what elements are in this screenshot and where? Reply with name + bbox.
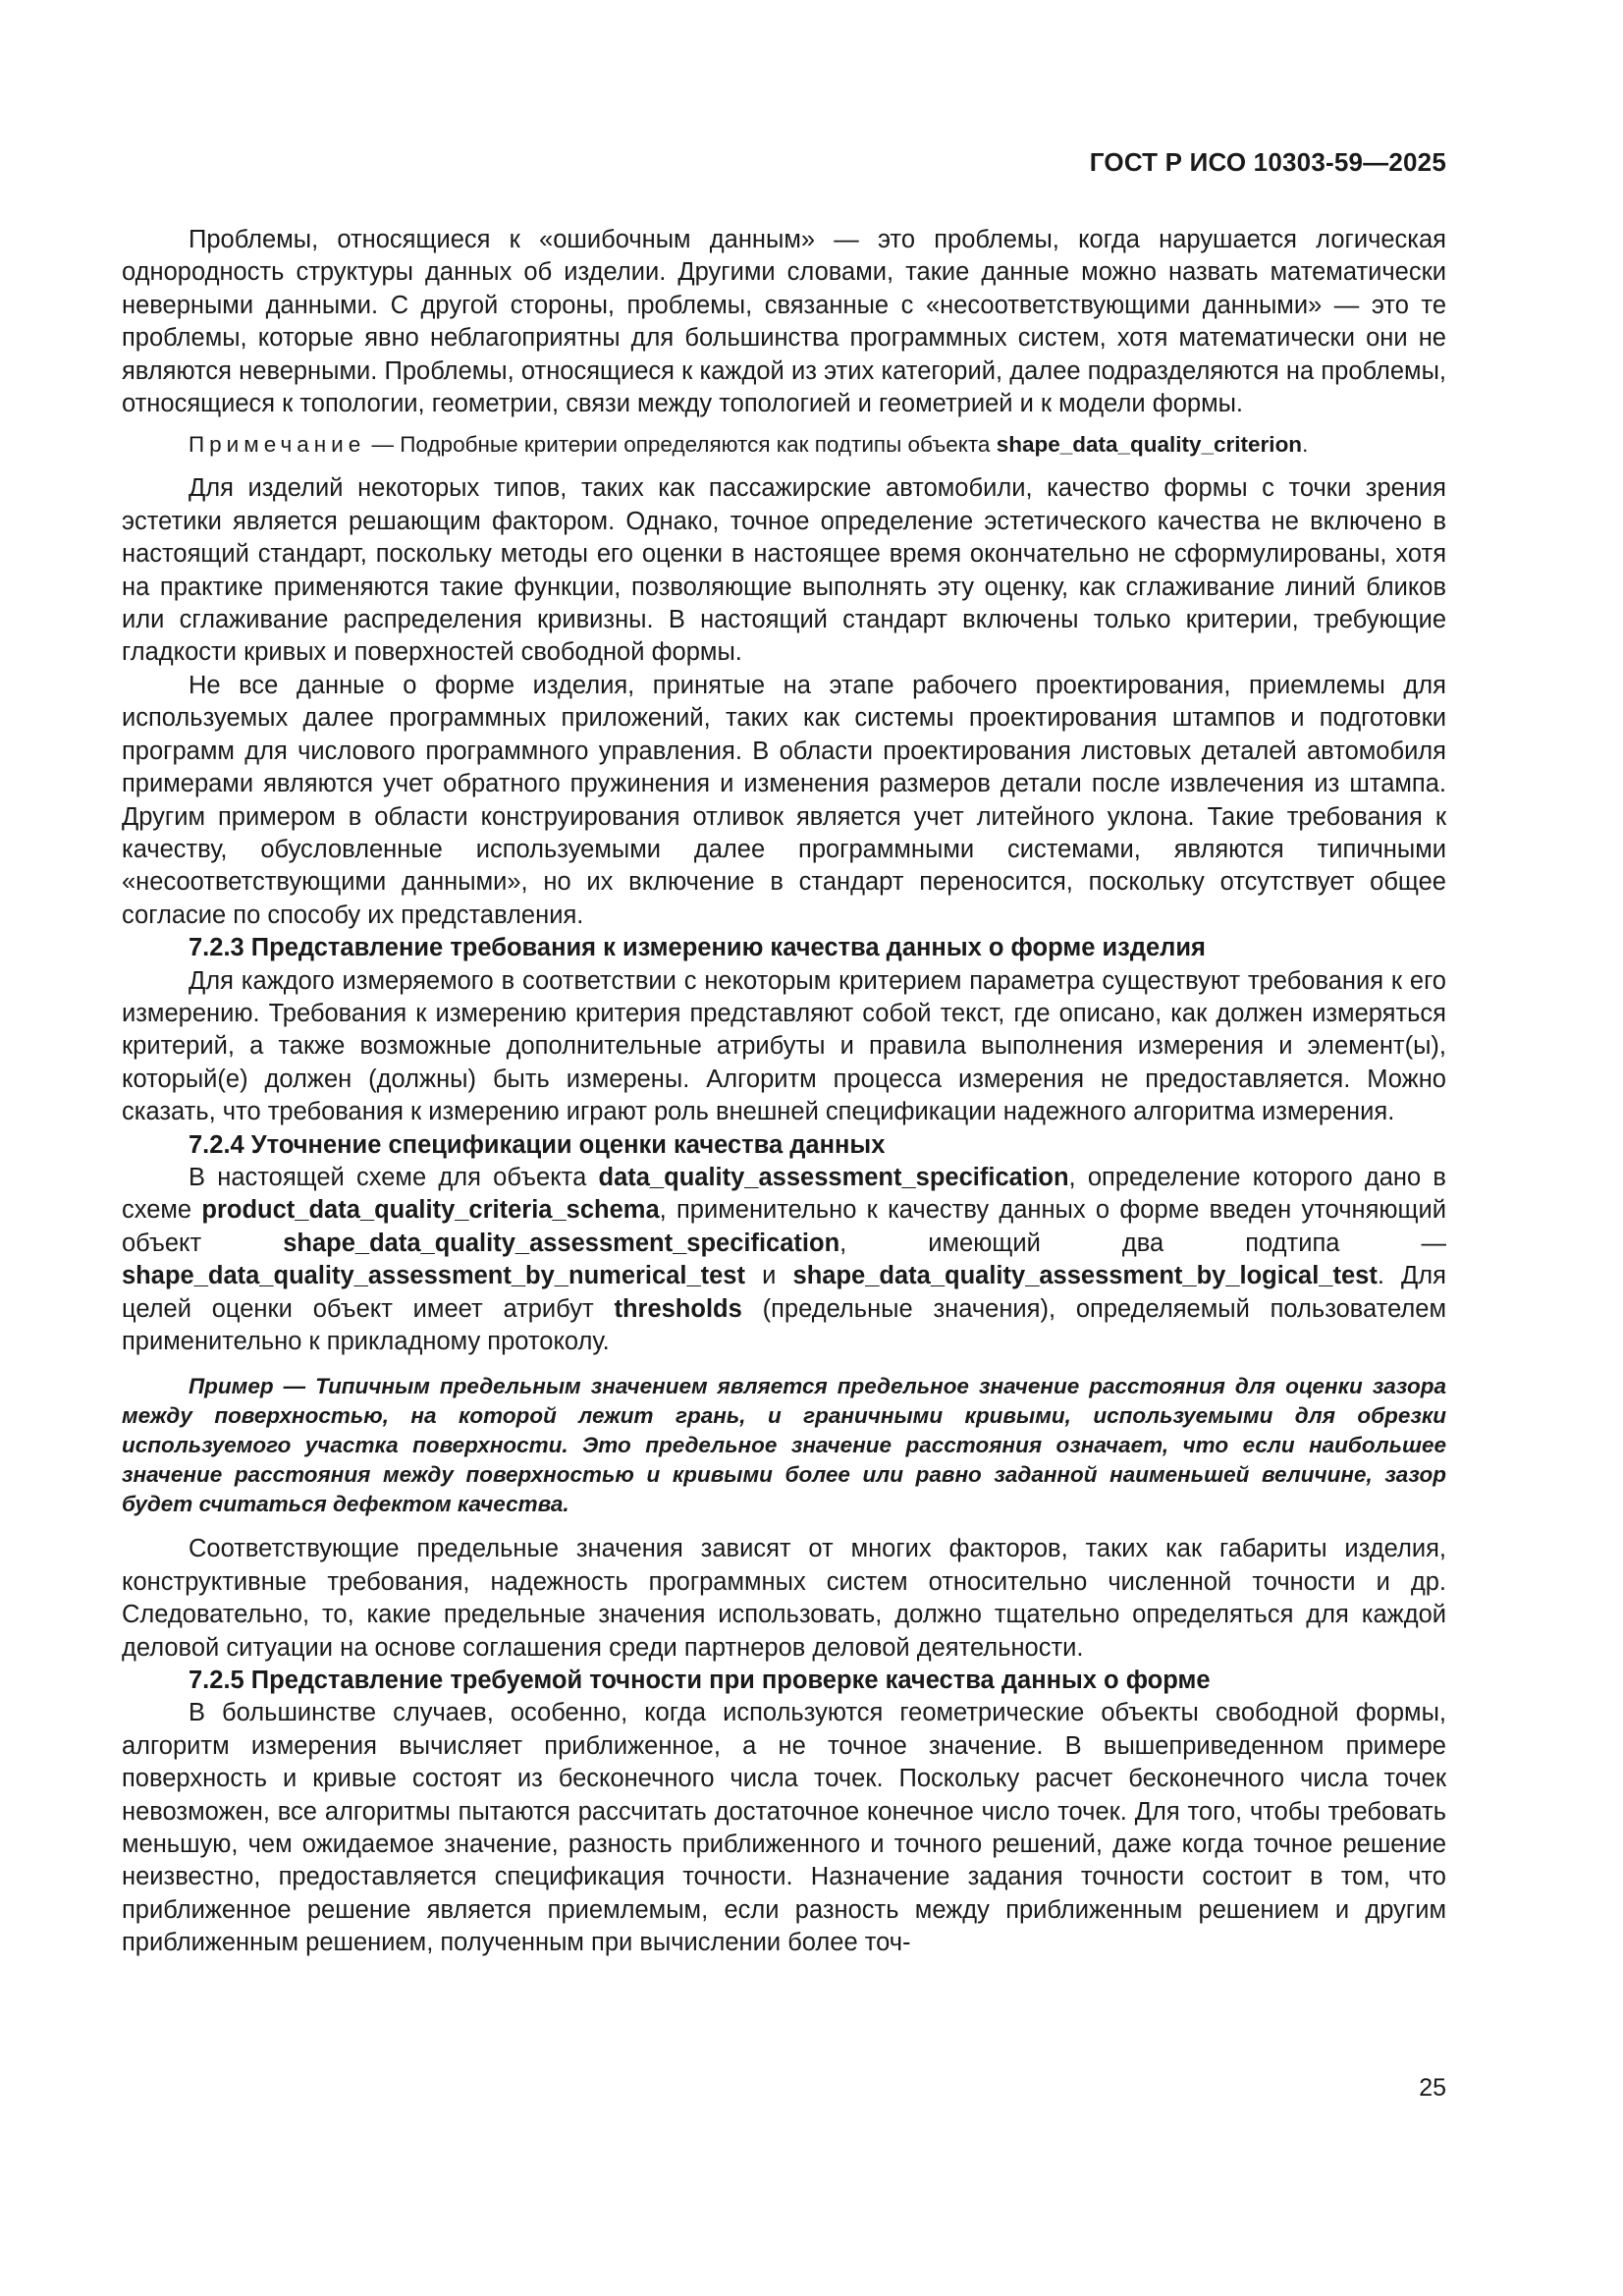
- text-run: , применительно к качеству данных о форме введен уточняющий объект: [122, 1196, 1446, 1257]
- term: shape_data_quality_assessment_by_logical_test: [792, 1262, 1378, 1290]
- section-heading-7-2-3: 7.2.3 Представление требования к измерению качества данных о форме изделия: [189, 934, 1206, 962]
- term: shape_data_quality_assessment_specification: [283, 1229, 840, 1257]
- document-header: ГОСТ Р ИСО 10303-59—2025: [1089, 147, 1446, 177]
- paragraph: Проблемы, относящиеся к «ошибочным данным» — это проблемы, когда нарушается логическая однородность структуры данных об изделии. Другими словами, такие данные можно назвать математически неверными данными. С другой стороны, проблемы, связанные с «несоответствующими данными» — это те проблемы, которые явно неблагоприятны для большинства программных систем, хотя математически они не являются неверными. Проблемы, относящиеся к каждой из этих категорий, далее подразделяются на проблемы, относящиеся к топологии, геометрии, связи между топологией и геометрией и к модели формы.: [122, 226, 1446, 418]
- example: Пример — Типичным предельным значением является предельное значение расстояния для оценки зазора между поверхностью, на которой лежит грань, и граничными кривыми, используемыми для обрезки используемого участка поверхности. Это предельное значение расстояния означает, что если наибольшее значение расстояния между поверхностью и кривыми более или равно заданной наименьшей величине, зазор будет считаться дефектом качества.: [122, 1374, 1446, 1517]
- paragraph: В большинстве случаев, особенно, когда используются геометрические объекты свободной формы, алгоритм измерения вычисляет приближенное, а не точное значение. В вышеприведенном примере поверхность и кривые состоят из бесконечного числа точек. Поскольку расчет бесконечного числа точек невозможен, все алгоритмы пытаются рассчитать достаточное конечное число точек. Для того, чтобы требовать меньшую, чем ожидаемое значение, разность приближенного и точного решений, даже когда точное решение неизвестно, предоставляется спецификация точности. Назначение задания точности состоит в том, что приближенное решение является приемлемым, если разность между приближенным решением и другим приближенным решением, полученным при вычислении более точ-: [122, 1699, 1446, 1957]
- section-heading-7-2-5: 7.2.5 Представление требуемой точности при проверке качества данных о форме: [189, 1667, 1211, 1695]
- text-run: (предельные значения), определяемый пользователем применительно к прикладному протоколу.: [122, 1294, 1446, 1355]
- paragraph: Для изделий некоторых типов, таких как пассажирские автомобили, качество формы с точки зрения эстетики является решающим фактором. Однако, точное определение эстетического качества не включено в настоящий стандарт, поскольку методы его оценки в настоящее время окончательно не сформулированы, хотя на практике применяются такие функции, позволяющие выполнять эту оценку, как сглаживание линий бликов или сглаживание распределения кривизны. В настоящий стандарт включены только критерии, требующие гладкости кривых и поверхностей свободной формы.: [122, 474, 1446, 667]
- term: data_quality_assessment_specification: [598, 1163, 1069, 1191]
- text-run: и: [745, 1262, 793, 1290]
- text-run: , определение которого дано в схеме: [122, 1163, 1446, 1225]
- text-run: В настоящей схеме для объекта: [189, 1163, 599, 1191]
- term: thresholds: [614, 1294, 742, 1323]
- note: [122, 430, 1446, 460]
- paragraph: Соответствующие предельные значения зависят от многих факторов, таких как габариты изделия, конструктивные требования, надежность программных систем относительно численной точности и др. Следовательно, то, какие предельные значения использовать, должно тщательно определяться для каждой деловой ситуации на основе соглашения среди партнеров деловой деятельности.: [122, 1535, 1446, 1662]
- paragraph: [122, 1162, 1446, 1358]
- paragraph: Не все данные о форме изделия, принятые на этапе рабочего проектирования, приемлемы для используемых далее программных приложений, таких как системы проектирования штампов и подготовки программ для числового программного управления. В области проектирования листовых деталей автомобиля примерами являются учет обратного пружинения и изменения размеров детали после извлечения из штампа. Другим примером в области конструирования отливок является учет литейного уклона. Такие требования к качеству, обусловленные используемыми далее программными системами, являются типичными «несоответствующими данными», но их включение в стандарт переносится, поскольку отсутствует общее согласие по способу их представления.: [122, 671, 1446, 929]
- document-body: [122, 224, 1446, 1960]
- text-run: , имеющий два подтипа —: [839, 1229, 1446, 1257]
- note-label: Примечание: [189, 432, 366, 458]
- note-end: .: [1302, 432, 1309, 458]
- page-number: 25: [1419, 2074, 1446, 2102]
- paragraph: Для каждого измеряемого в соответствии с некоторым критерием параметра существуют требования к его измерению. Требования к измерению критерия представляют собой текст, где описано, как должен измеряться критерий, а также возможные дополнительные атрибуты и правила выполнения измерения и элемент(ы), который(е) должен (должны) быть измерены. Алгоритм процесса измерения не предоставляется. Можно сказать, что требования к измерению играют роль внешней спецификации надежного алгоритма измерения.: [122, 966, 1446, 1126]
- text-run: . Для целей оценки объект имеет атрибут: [122, 1262, 1446, 1323]
- note-text: — Подробные критерии определяются как подтипы объекта: [365, 432, 997, 458]
- note-term: shape_data_quality_criterion: [996, 432, 1303, 458]
- term: shape_data_quality_assessment_by_numerical_test: [122, 1262, 745, 1290]
- term: product_data_quality_criteria_schema: [201, 1196, 660, 1225]
- section-heading-7-2-4: 7.2.4 Уточнение спецификации оценки качества данных: [189, 1130, 886, 1159]
